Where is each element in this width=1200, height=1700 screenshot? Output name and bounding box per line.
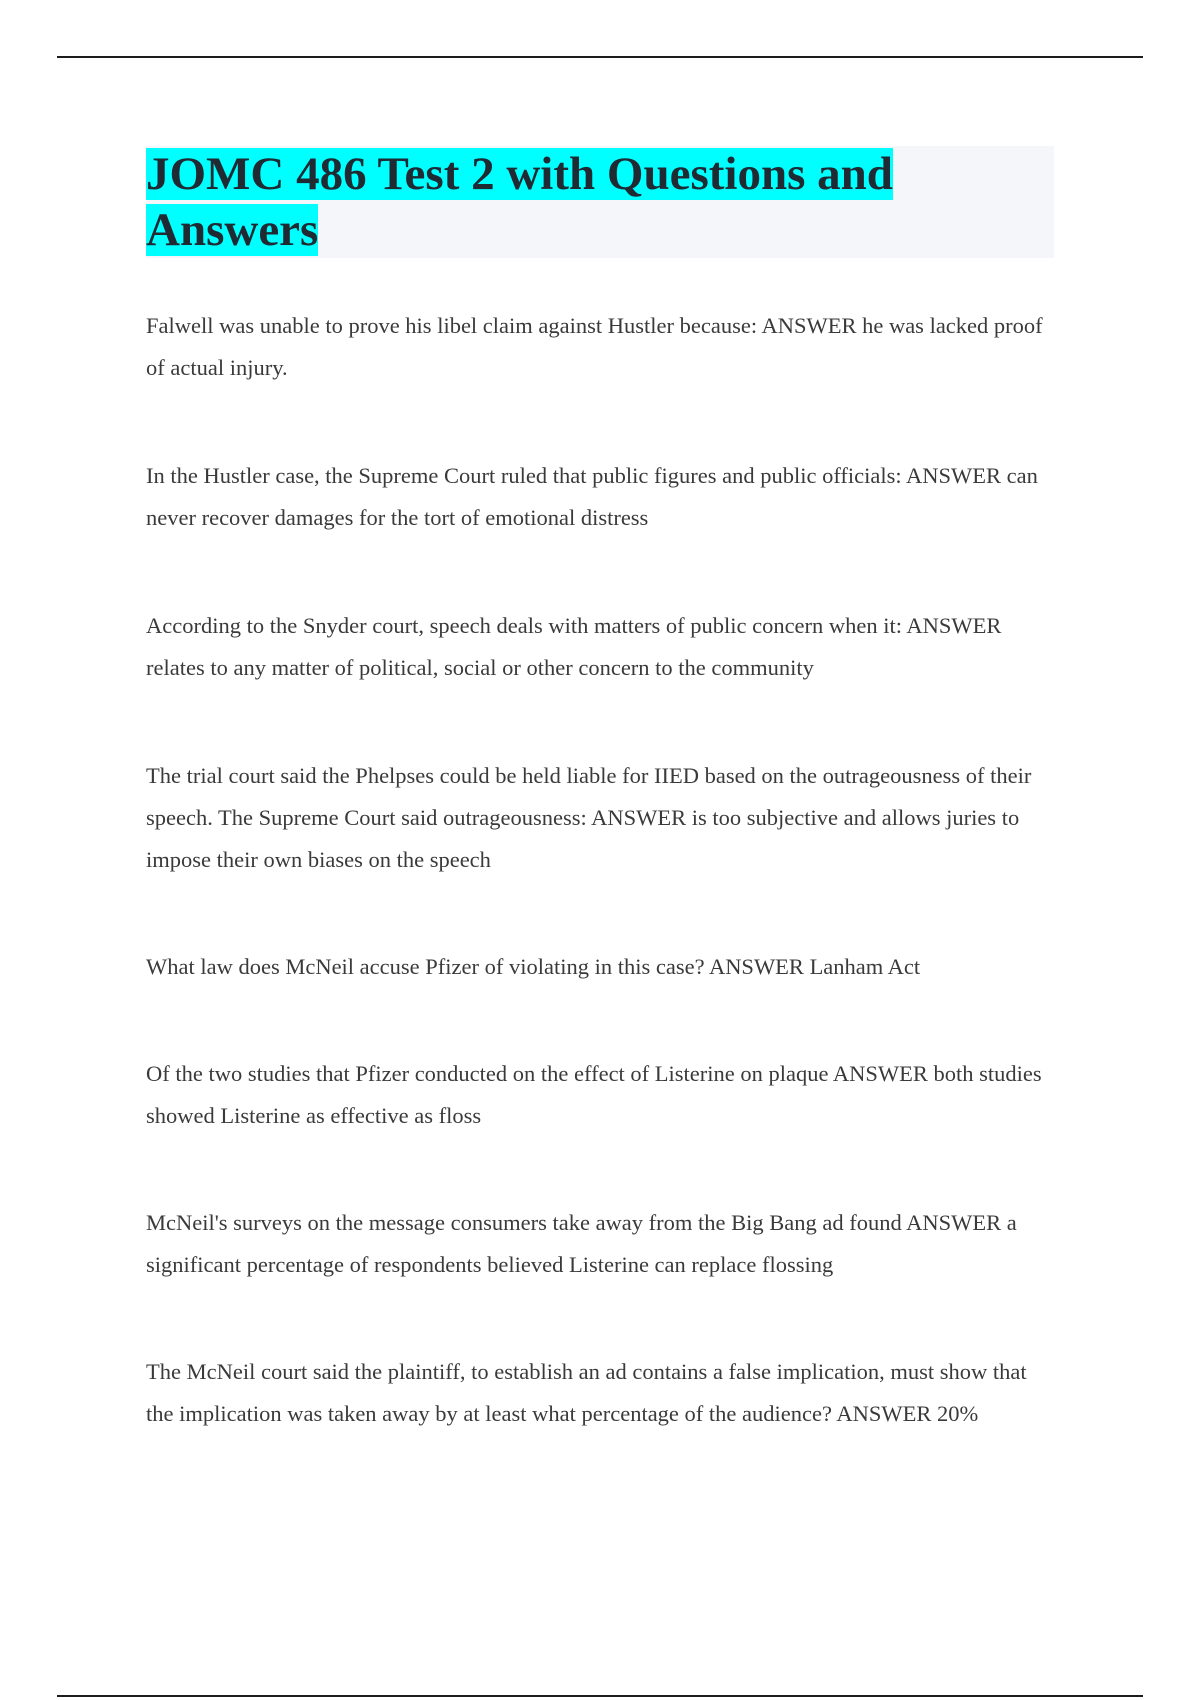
qa-item: The McNeil court said the plaintiff, to establish an ad contains a false implication, must show that the implication was taken away by at least what percentage of the audience? ANSWER 20%	[146, 1359, 1027, 1426]
title-highlight: JOMC 486 Test 2 with Questions and Answers	[146, 148, 893, 256]
qa-item: Of the two studies that Pfizer conducted on the effect of Listerine on plaque ANSWER both studies showed Listerine as effective as floss	[146, 1061, 1042, 1128]
qa-item: What law does McNeil accuse Pfizer of violating in this case? ANSWER Lanham Act	[146, 954, 921, 979]
document-title	[146, 146, 1054, 258]
qa-item: According to the Snyder court, speech deals with matters of public concern when it: ANSWER relates to any matter of political, social or other concern to the community	[146, 613, 1002, 680]
footer-rule	[57, 1695, 1143, 1697]
qa-item: In the Hustler case, the Supreme Court ruled that public figures and public officials: ANSWER can never recover damages for the tort of emotional distress	[146, 463, 1038, 530]
title-block	[146, 146, 1054, 258]
qa-item: McNeil's surveys on the message consumers take away from the Big Bang ad found ANSWER a significant percentage of respondents believed Listerine can replace flossing	[146, 1210, 1017, 1277]
qa-item: Falwell was unable to prove his libel claim against Hustler because: ANSWER he was lacked proof of actual injury.	[146, 313, 1043, 380]
header-rule	[57, 56, 1143, 58]
qa-item: The trial court said the Phelpses could be held liable for IIED based on the outrageousness of their speech. The Supreme Court said outrageousness: ANSWER is too subjective and allows juries to impose their own biases on the speech	[146, 763, 1032, 872]
